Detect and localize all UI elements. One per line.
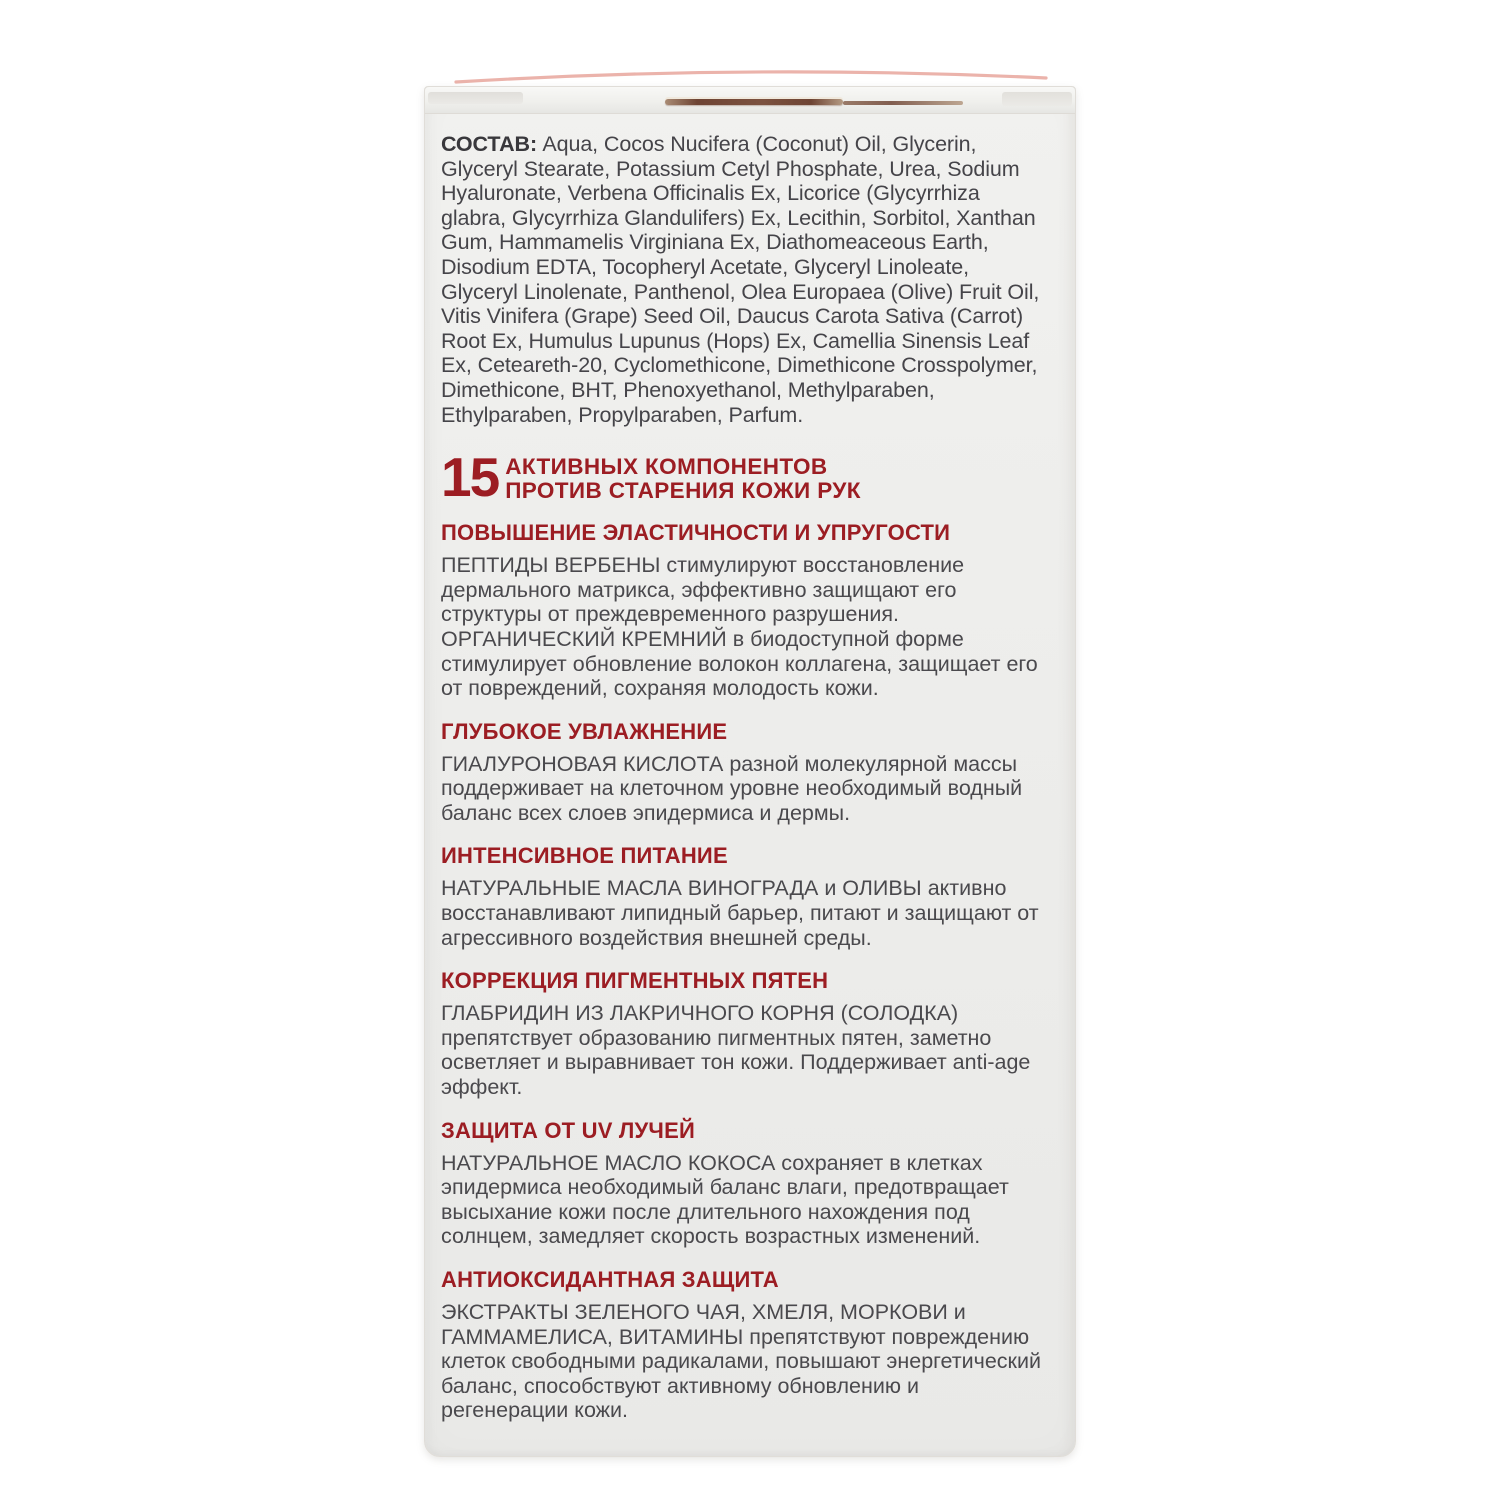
flap-cut-left [428, 92, 523, 104]
section-body: НАТУРАЛЬНЫЕ МАСЛА ВИНОГРАДА и ОЛИВЫ активно восстанавливают липидный барьер, питают и защищают от агрессивного воздействия внешней среды. [441, 876, 1039, 950]
claim-block [441, 446, 1049, 509]
claim-line-2: ПРОТИВ СТАРЕНИЯ КОЖИ РУК [505, 477, 861, 503]
section-heading: КОРРЕКЦИЯ ПИГМЕНТНЫХ ПЯТЕН [441, 968, 829, 994]
benefit-section-elasticity [441, 521, 1049, 701]
section-heading: ПОВЫШЕНИЕ ЭЛАСТИЧНОСТИ И УПРУГОСТИ [441, 520, 951, 546]
benefit-section-pigmentation [441, 969, 1049, 1099]
section-heading: АНТИОКСИДАНТНАЯ ЗАЩИТА [441, 1267, 779, 1292]
section-body: ЭКСТРАКТЫ ЗЕЛЕНОГО ЧАЯ, ХМЕЛЯ, МОРКОВИ и ГАММАМЕЛИСА, ВИТАМИНЫ препятствуют повреждению клеток свободными радикалами, повышают энергетический баланс, способствуют активному обновлению и регенерации кожи. [441, 1300, 1041, 1423]
benefit-section-uv-protection [441, 1119, 1049, 1249]
claim-line-1: АКТИВНЫХ КОМПОНЕНТОВ [505, 454, 828, 480]
section-heading: ГЛУБОКОЕ УВЛАЖНЕНИЕ [441, 718, 728, 744]
section-body: ГИАЛУРОНОВАЯ КИСЛОТА разной молекулярной массы поддерживает на клеточном уровне необходимый водный баланс всех слоев эпидермиса и дермы. [441, 751, 1023, 825]
box-top-flap [425, 87, 1075, 114]
section-body: ГЛАБРИДИН ИЗ ЛАКРИЧНОГО КОРНЯ (СОЛОДКА) препятствует образованию пигментных пятен, заметно осветляет и выравнивает тон кожи. Поддерживает anti-age эффект. [441, 1001, 1031, 1100]
ingredients-paragraph [441, 132, 1049, 427]
printed-text-column [441, 132, 1049, 1423]
section-body: НАТУРАЛЬНОЕ МАСЛО КОКОСА сохраняет в клетках эпидермиса необходимый баланс влаги, предотвращает высыхание кожи после длительного нахождения под солнцем, замедляет скорость возрастных изменений. [441, 1150, 1009, 1249]
benefit-section-antioxidant [441, 1268, 1049, 1423]
flap-tuck-slot-right [843, 101, 963, 105]
product-box-back-panel [424, 86, 1076, 1457]
ingredients-text: Aqua, Cocos Nucifera (Coconut) Oil, Glycerin, Glyceryl Stearate, Potassium Cetyl Phosphate, Urea, Sodium Hyaluronate, Verbena Officinalis Ex, Licorice (Glycyrrhiza glabra, Glycyrrhiza Glandulifers) Ex, Lecithin, Sorbitol, Xanthan Gum, Hammamelis Virginiana Ex, Diathomeaceous Earth, Disodium EDTA, Tocopheryl Acetate, Glyceryl Linoleate, Glyceryl Linolenate, Panthenol, Olea Europaea (Olive) Fruit Oil, Vitis Vinifera (Grape) Seed Oil, Daucus Carota Sativa (Carrot) Root Ex, Humulus Lupunus (Hops) Ex, Camellia Sinensis Leaf Ex, Ceteareth-20, Cyclomethicone, Dimethicone Crosspolymer, Dimethicone, BHT, Phenoxyethanol, Methylparaben, Ethylparaben, Propylparaben, Parfum. [441, 132, 1040, 427]
claim-lines [505, 454, 861, 502]
flap-tuck-slot [665, 99, 843, 105]
section-body: ПЕПТИДЫ ВЕРБЕНЫ стимулируют восстановление дермального матрикса, эффективно защищают его структуры от преждевременного разрушения. ОРГАНИЧЕСКИЙ КРЕМНИЙ в биодоступной форме стимулирует обновление волокон коллагена, защищает его от повреждений, сохраняя молодость кожи. [441, 553, 1038, 701]
claim-number: 15 [441, 446, 499, 509]
flap-cut-right [1002, 92, 1072, 106]
ingredients-label: СОСТАВ: [441, 132, 537, 156]
benefit-section-nutrition [441, 844, 1049, 950]
section-heading: ЗАЩИТА ОТ UV ЛУЧЕЙ [441, 1117, 695, 1143]
benefit-section-moisturizing [441, 720, 1049, 826]
section-heading: ИНТЕНСИВНОЕ ПИТАНИЕ [441, 843, 728, 869]
